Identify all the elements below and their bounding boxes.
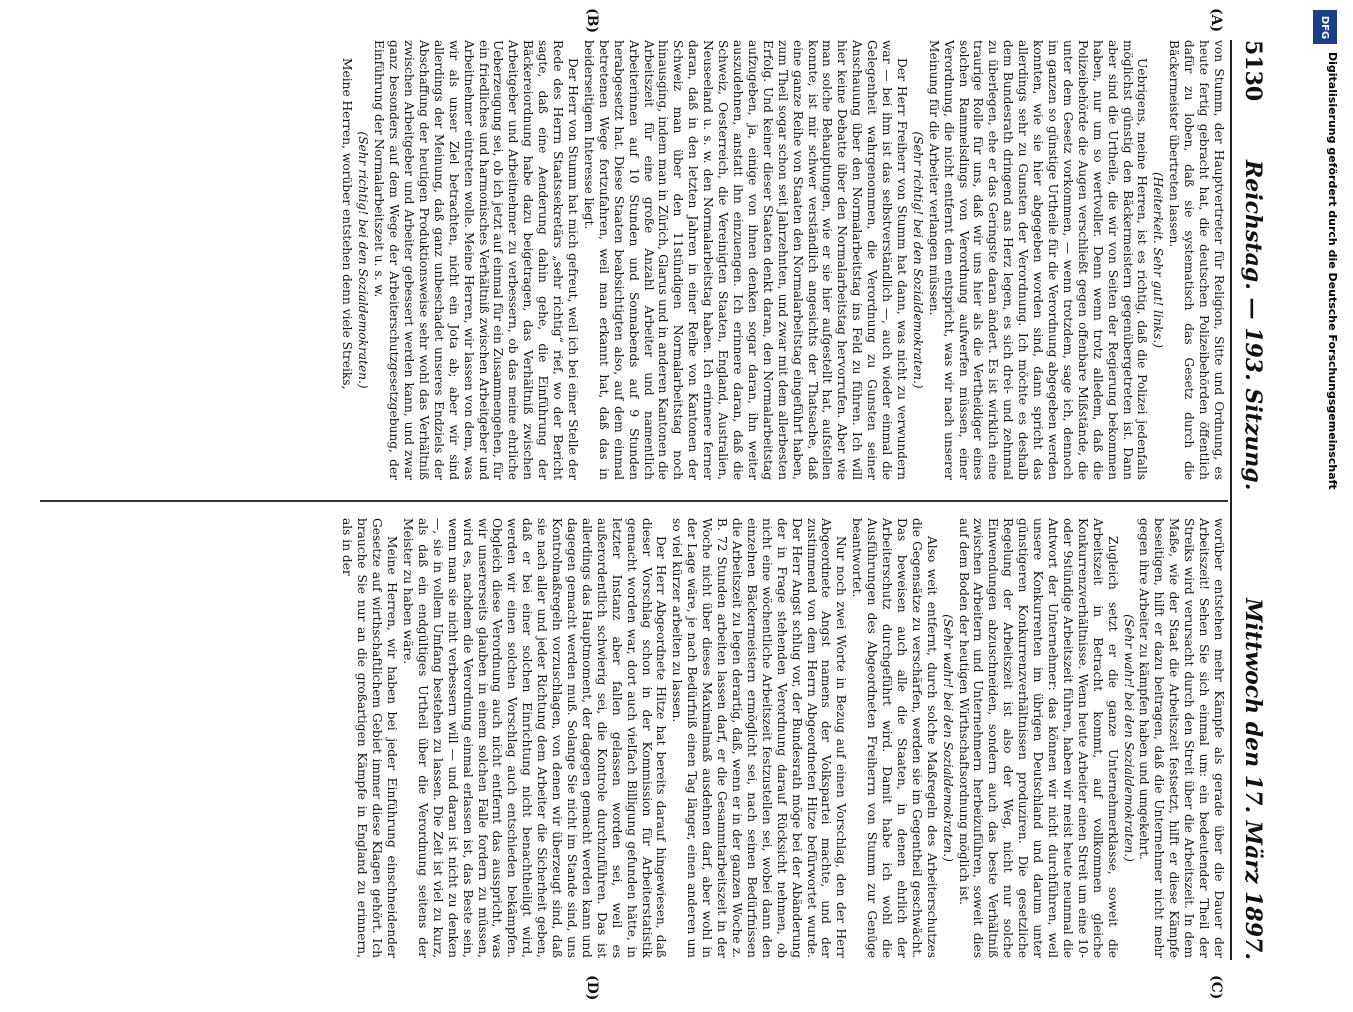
margin-letter-a: (A): [1208, 8, 1224, 33]
paragraph: Der Herr Freiherr von Stumm hat dann, was nicht zu verwundern war — bei ihm ist das selbstverständlich —, auch wieder einmal die Gelegenheit wahrgenommen, die Verordnung zu Gunsten seiner Anschauung über den Normalarbeitstag ins Feld zu führen. Ich will hier keine Debatte über den Normalarbeitstag hervorrufen. Aber wie man solche Behauptungen, wie er sie hier aufgestellt hat, aufstellen konnte, ist mir schwer verständlich angesichts der Thatsache, daß eine ganze Reihe von Staaten den Normalarbeitstag eingeführt haben, zum Theil sogar schon seit Jahrzehnten, und zwar mit dem allerbesten Erfolg. Und keiner dieser Staaten denkt daran, den Normalarbeitstag aufzugeben, ja, einige von ihnen denken sogar daran, ihn weiter auszudehnen, anstatt ihn einzuengen. Ich erinnere daran, daß die Schweiz, Oesterreich, die Vereinigten Staaten, England, Australien, Neuseeland u. s. w. den Normalarbeitstag haben. Ich erinnere ferner daran, daß in den letzten Jahren in einer Reihe von Kantonen der Schweiz man über den 11stündigen Normalarbeitstag noch hinausging, indem man in Zürich, Glarus und in anderen Kantonen die Arbeitszeit für eine große Anzahl Arbeiter und namentlich Arbeiterinnen auf 10 Stunden und Sonnabends auf 9 Stunden herabgesetzt hat. Diese Staaten beabsichtigten also, auf dem einmal betretenen Wege fortzufahren, weil man erkannt hat, daß das in beiderseitigem Interesse liegt.: [581, 40, 909, 480]
interjection: (Sehr wahr! bei den Sozialdemokraten.): [1121, 614, 1136, 862]
paragraph: Uebrigens, meine Herren, ist es richtig, daß die Polizei jedenfalls möglichst günstig den Bäckermeistern gegenübergetreten ist. Dann aber sind die Urtheile, die wir von Seiten der Regierung bekommen haben, nur um so wertvoller. Denn wenn trotz alledem, daß die Polizeibehörde die Augen verschließt gegen offenbare Mißstände, die unter dem Gesetz vorkommen, — wenn trotzdem, sage ich, dennoch im ganzen so günstige Urtheile für die Verordnung abgegeben werden konnten, wie sie hier abgegeben worden sind, dann spricht das allerdings sehr zu Gunsten der Verordnung. Ich möchte es deshalb dem Bundesrath dringend ans Herz legen, es sich drei- und zehnmal zu überlegen, ehe er das Geringste daran ändert. Es ist wirklich eine traurige Rolle für uns, daß wir uns hier als die Vertheidiger eines solchen Rammelsdings von Verordnung aufwerfen müssen, einer Verordnung, die nicht entfernt dem entspricht, was wir nach unserer Meinung für die Arbeiter verlangen müssen.: [926, 40, 1150, 480]
paragraph: Meine Herren, wir haben bei jeder Einführung einschneidender Gesetze auf wirthschaftlichem Gebiet immer diese Klagen gehört. Ich brauche Sie nur an die großartigen Kämpfe in England zu erinnern, als in der: [340, 518, 400, 958]
interjection: (Sehr richtig! bei den Sozialdemokraten.): [910, 131, 925, 389]
interjection: (Heiterkeit. Sehr gut! links.): [1151, 172, 1166, 348]
paragraph: Der Herr Abgeordnete Hitze hat bereits darauf hingewiesen, daß dieser Vorschlag schon in der Kommission für Arbeiterstatistik gemacht worden war, dort auch vielfach Billigung gefunden hätte, in letzter Instanz aber fallen gelassen worden sei, weil es außerordentlich schwierig sei, die Kontrole durchzuführen. Das ist allerdings das Hauptmoment, der dagegen gemacht werden kann und dagegen gemacht werden muß. Solange Sie nicht im Stande sind, uns Kontrolmaßregeln vorzuschlagen, von denen wir überzeugt sind, daß sie nach aller und jeder Richtung dem Arbeiter die Sicherheit geben, daß er bei einer solchen Einrichtung nicht benachtheiligt wird, werden wir einen solchen Vorschlag auch entschieden bekämpfen. Obgleich diese Verordnung auch nicht entfernt das ausspricht, was wir unsererseits glauben in einem solchen Falle fordern zu müssen, wird es, nachdem die Verordnung einmal erlassen ist, das Beste sein, wenn man sie nicht verbessern will — und daran ist nicht zu denken —, sie in vollem Umfang bestehen zu lassen. Die Zeit ist viel zu kurz, als daß ein endgültiges Urtheil über die Verordnung seitens der Meister zu haben wäre.: [401, 518, 669, 958]
margin-letter-d: (D): [584, 975, 600, 1001]
session-title: Reichstag. — 193. Sitzung.: [1240, 160, 1266, 491]
paragraph: Also weit entfernt, durch solche Maßregeln des Arbeiterschutzes die Gegensätze zu verschärfen, werden sie im Gegentheil geschwächt. Das beweisen auch alle die Staaten, in denen ehrlich der Arbeiterschutz durchgeführt wird. Damit habe ich wohl die Ausführungen des Abgeordneten Freiherrn von Stumm zur Genüge beantwortet.: [850, 518, 939, 958]
credit-text: Digitalisierung gefördert durch die Deutsche Forschungsgemeinschaft: [1326, 52, 1339, 490]
left-column: [339, 40, 1226, 480]
margin-letter-c: (C): [1208, 975, 1224, 1000]
interjection: (Sehr richtig! bei den Sozialdemokraten.): [356, 131, 371, 389]
paragraph: Nur noch zwei Worte in Bezug auf einen Vorschlag, den der Herr Abgeordnete Angst namens der Volkspartei machte, und der zustimmend von dem Herrn Abgeordneten Hitze befürwortet wurde. Der Herr Angst schlug vor, der Bundesrath möge bei der Abänderung der in Frage stehenden Verordnung darauf Rücksicht nehmen, ob nicht eine wöchentliche Arbeitszeit festzustellen sei, wobei dann den einzelnen Bäckermeistern ermöglicht sei, nach seinen Bedürfnissen die Arbeitszeit zu legen derartig, daß, wenn er in der ganzen Woche z. B. 72 Stunden arbeiten lassen darf, er die Gesammtarbeitszeit in der Woche nicht über dieses Maximalmaß ausdehnen darf, aber wohl in der Lage wäre, je nach Bedürfniß einen Tag länger, einen anderen um so viel kürzer arbeiten zu lassen.: [670, 518, 849, 958]
paragraph: worüber entstehen mehr Kämpfe als gerade über die Dauer der Arbeitszeit! Sehen Sie sich einmal um: ein bedeutender Theil der Streiks wird verursacht durch den Streit über die Arbeitszeit. In dem Maße, wie der Staat die Arbeitszeit festsetzt, hilft er diese Kämpfe beseitigen, hilft er dazu beitragen, daß die Unternehmer nicht mehr gegen ihre Arbeiter zu kämpfen haben und umgekehrt.: [1137, 518, 1226, 958]
column-divider: [40, 500, 1228, 502]
margin-letter-b: (B): [584, 8, 600, 34]
page-number: 5130: [1240, 40, 1266, 102]
paragraph: Der Herr von Stumm hat mich gefreut, weil ich bei einer Stelle der Rede des Herrn Staatssekretärs „sehr richtig“ rief, wo der Bericht sagte, daß eine Aenderung dahin gehe, die Einführung der Bäckereiordnung habe dazu beigetragen, das Verhältniß zwischen Arbeitgeber und Arbeitnehmer zu verbessern, ob das meine ehrliche Ueberzeugung sei, ob ich jetzt auf einmal für ein Zusammengehen, für ein friedliches und harmonisches Verhältniß zwischen Arbeitgeber und Arbeitnehmer eintreten wolle. Meine Herren, wir lassen von dem, was wir als unser Ziel betrachten, nicht ein Jota ab; aber wir sind allerdings der Meinung, daß ganz unbeschadet unseres Endziels der Abschaffung der heutigen Produktionsweise sehr wohl das Verhältniß zwischen Arbeitgeber und Arbeiter gebessert werden kann, und zwar ganz besonders auf dem Wege der Arbeiterschutzgesetzgebung, der Einführung der Normalarbeitszeit u. s. w.: [372, 40, 581, 480]
interjection: (Sehr wahr! bei den Sozialdemokraten.): [940, 614, 955, 862]
session-date: Mittwoch den 17. März 1897.: [1240, 598, 1266, 960]
paragraph: Meine Herren, worüber entstehen denn viele Streiks,: [340, 58, 355, 390]
paragraph: Zugleich setzt er die ganze Unternehmerklasse, soweit die Arbeitszeit in Betracht kommt, auf vollkommen gleiche Konkurrenzverhältnisse. Wenn heute Arbeiter einen Streit um eine 10- oder 9stündige Arbeitszeit führen, haben wir meist heute neunmal die Antwort der Unternehmer: das können wir nicht durchführen, weil unsere Konkurrenten im übrigen Deutschland und darum unter günstigeren Konkurrenzverhältnissen produziren. Die gesetzliche Regelung der Arbeitszeit ist also der Weg, nicht nur solche Einwendungen abzuschneiden, sondern auch das beste Verhältniß zwischen Arbeitern und Unternehmern herbeizuführen, soweit dies auf dem Boden der heutigen Wirthschaftsordnung möglich ist.: [956, 518, 1120, 958]
running-head: [1230, 40, 1272, 960]
dfg-logo: DFG: [1313, 10, 1337, 44]
right-column: [339, 518, 1226, 958]
paragraph: von Stumm, der Hauptvertreter für Religion, Sitte und Ordnung, es heute fertig gebracht hat, die deutschen Polizeibehörden öffentlich dafür zu loben, daß sie systematisch das Gesetz durch die Bäckermeister übertreten lassen.: [1167, 40, 1226, 480]
digitization-credit: [1307, 10, 1353, 1000]
